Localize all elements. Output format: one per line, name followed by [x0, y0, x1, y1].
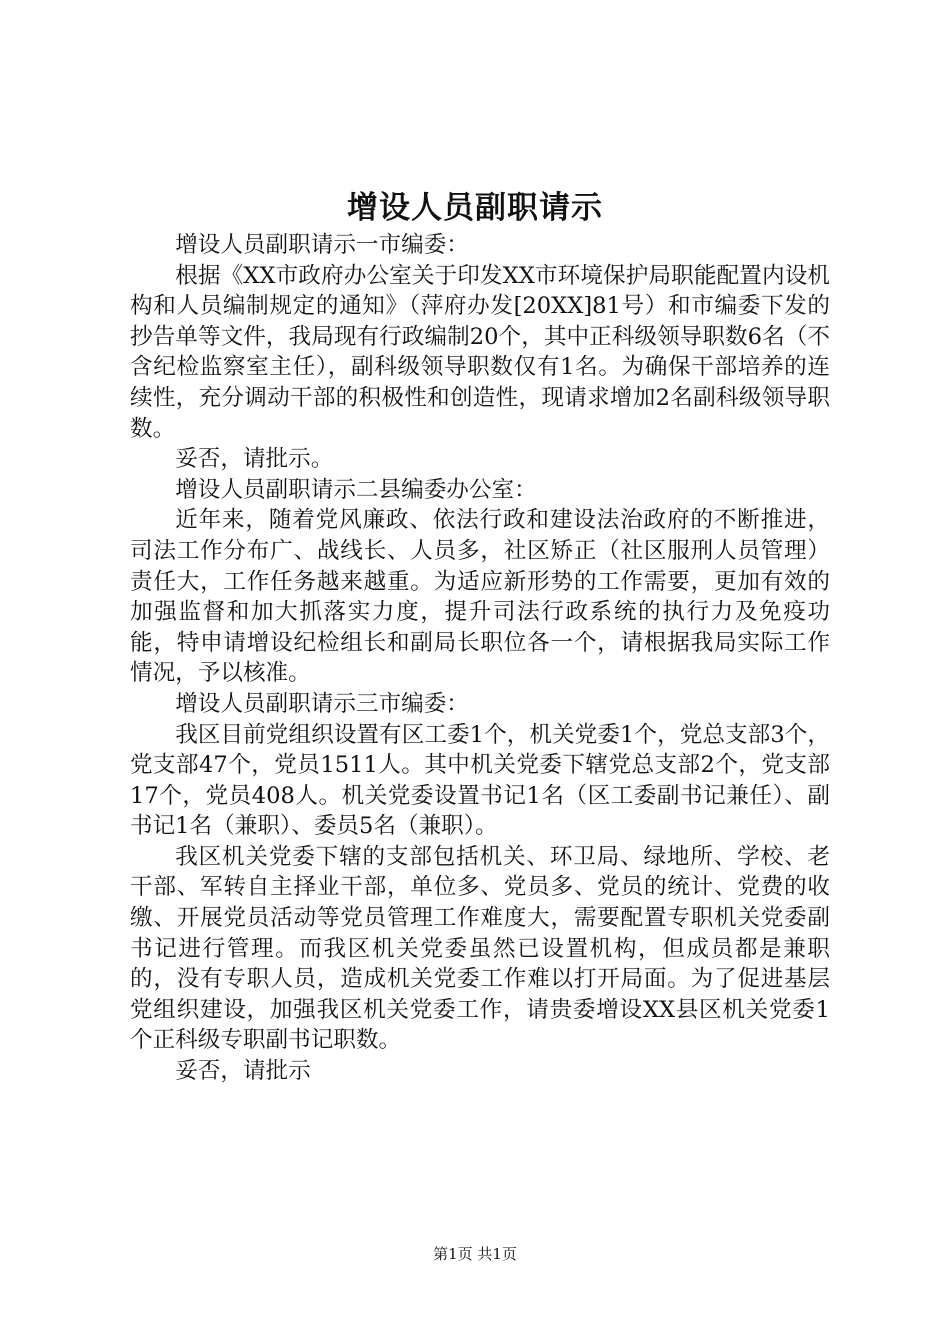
paragraph-9-closing: 妥否，请批示 [175, 1058, 311, 1085]
paragraph-5: 近年来，随着党风廉政、依法行政和建设法治政府的不断推进，司法工作分布广、战线长、人员多，社区矫正（社区服刑人员管理）责任大，工作任务越来越重。为适应新形势的工作需要，更加有效的加强监督和加大抓落实力度，提升司法行政系统的执行力及免疫功能，特申请增设纪检组长和副局长职位各一个，请根据我局实际工作情况，予以核准。 [130, 507, 830, 687]
paragraph-7: 我区目前党组织设置有区工委1个，机关党委1个，党总支部3个，党支部47个，党员1511人。其中机关党委下辖党总支部2个，党支部17个，党员408人。机关党委设置书记1名（区工委副书记兼任）、副书记1名（兼职）、委员5名（兼职）。 [130, 721, 830, 840]
paragraph-2: 根据《XX市政府办公室关于印发XX市环境保护局职能配置内设机构和人员编制规定的通知》（萍府办发[20XX]81号）和市编委下发的抄告单等文件，我局现有行政编制20个，其中正科级领导职数6名（不含纪检监察室主任），副科级领导职数仅有1名。为确保干部培养的连续性，充分调动干部的积极性和创造性，现请求增加2名副科级领导职数。 [130, 262, 830, 442]
paragraph-4-heading: 增设人员副职请示二县编委办公室： [175, 476, 537, 503]
paragraph-8: 我区机关党委下辖的支部包括机关、环卫局、绿地所、学校、老干部、军转自主择业干部，单位多、党员多、党员的统计、党费的收缴、开展党员活动等党员管理工作难度大，需要配置专职机关党委副书记进行管理。而我区机关党委虽然已设置机构，但成员都是兼职的，没有专职人员，造成机关党委工作难以打开局面。为了促进基层党组织建设，加强我区机关党委工作，请贵委增设XX县区机关党委1个正科级专职副书记职数。 [130, 843, 830, 1054]
paragraph-6-heading: 增设人员副职请示三市编委： [175, 690, 469, 717]
document-title: 增设人员副职请示 [347, 190, 603, 226]
page-footer: 第1页 共1页 [433, 1245, 517, 1263]
paragraph-3-closing: 妥否，请批示。 [175, 446, 334, 473]
paragraph-1-heading: 增设人员副职请示一市编委： [175, 232, 469, 258]
document-body [130, 230, 830, 1087]
